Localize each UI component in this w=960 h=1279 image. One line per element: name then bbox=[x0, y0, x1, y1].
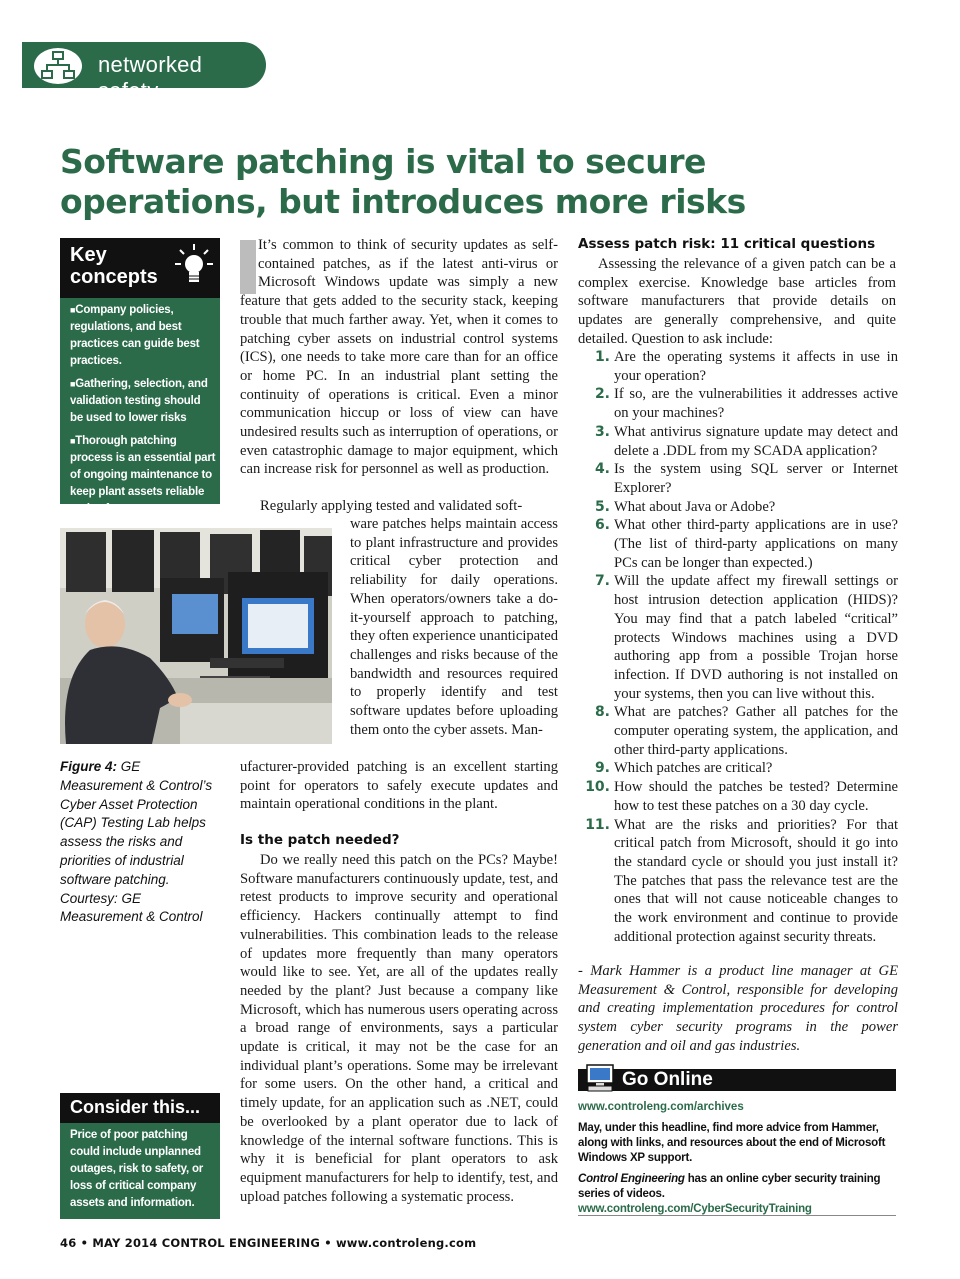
go-online-header bbox=[578, 1069, 896, 1091]
key-concepts-list bbox=[70, 302, 216, 524]
training-link[interactable]: www.controleng.com/CyberSecurityTraining bbox=[578, 1203, 812, 1215]
question-number: 10. bbox=[585, 779, 610, 796]
question-item bbox=[578, 516, 898, 572]
key-concepts-title: Key concepts bbox=[70, 244, 158, 288]
question-text: What other third-party applications are in use? (The list of third-party applications on many PCs can be longer than expected.) bbox=[614, 517, 898, 571]
section-label: networked safety bbox=[98, 52, 203, 103]
question-text: What are the risks and priorities? For that critical patch from Microsoft, should it go into the standard cycle or should you just install it? The patches that pass the relevance test are the ones that will not cause noticeable changes to the work environment and continue to provide additional protection against security threats. bbox=[614, 816, 898, 945]
figure-caption-text: GE Measurement & Control’s Cyber Asset Protection (CAP) Testing Lab helps assess the risks and priorities of industrial software patching. Courtesy: GE Measurement & Control bbox=[60, 759, 213, 925]
question-item bbox=[578, 348, 898, 385]
consider-this-header bbox=[60, 1093, 220, 1123]
article-paragraph-1: It’s common to think of security updates as self-contained patches, as if the latest anti-virus or Microsoft Windows update was simply a new feature that gets added to the security stack, keeping trouble that much farther away. Yet, when it comes to patching cyber assets on industrial control systems (ICS), one needs to take more care than for an office or home PC. In an industrial plant setting the continuity of operations is critical. Even a minor communication hiccup or loss of view can have undesired results such as interruption of operations, or even catastrophic damage to major equipment, which can increase risk for personnel as well as production. bbox=[240, 237, 558, 478]
figure-label: Figure 4: bbox=[60, 759, 118, 774]
question-item bbox=[578, 385, 898, 422]
question-number: 9. bbox=[594, 760, 610, 777]
question-number: 4. bbox=[594, 461, 610, 478]
critical-questions-list bbox=[578, 348, 898, 947]
lightbulb-icon bbox=[172, 242, 216, 292]
article-paragraph-2c: ufacturer-provided patching is an excellent starting point for operators to safely execute updates and maintain operational conditions in the plant. bbox=[240, 759, 558, 813]
figure-caption bbox=[60, 758, 224, 927]
question-text: Are the operating systems it affects in use in your operation? bbox=[614, 349, 898, 384]
question-item bbox=[578, 778, 898, 815]
go-online-title: Go Online bbox=[622, 1069, 713, 1090]
key-concept-item: ■ Thorough patching process is an essential part of ongoing maintenance to keep plant assets reliable and safe. bbox=[70, 433, 216, 518]
key-concept-item: ■ Company policies, regulations, and best practices can guide best practices. bbox=[70, 302, 216, 370]
question-number: 3. bbox=[594, 423, 610, 440]
question-number: 7. bbox=[594, 573, 610, 590]
page-title: Software patching is vital to secure operations, but introduces more risks bbox=[60, 142, 746, 221]
subhead-patch-needed: Is the patch needed? bbox=[240, 832, 400, 848]
go-online-text-1: May, under this headline, find more advice from Hammer, along with links, and resources about the end of Microsoft Windows XP support. bbox=[578, 1122, 886, 1164]
question-text: What are patches? Gather all patches for the computer operating system, the application, and other third-party applications. bbox=[614, 704, 898, 758]
question-item bbox=[578, 423, 898, 460]
figure-photo bbox=[60, 528, 332, 744]
article-paragraph-2a: Regularly applying tested and validated soft- bbox=[260, 498, 523, 514]
question-number: 5. bbox=[594, 498, 610, 515]
footer-url[interactable]: www.controleng.com bbox=[335, 1236, 477, 1250]
page-number: 46 bbox=[60, 1236, 77, 1250]
question-text: If so, are the vulnerabilities it addresses active on your machines? bbox=[614, 386, 898, 422]
network-icon bbox=[34, 48, 82, 84]
question-number: 11. bbox=[585, 816, 610, 833]
question-item bbox=[578, 816, 898, 947]
key-concepts-header bbox=[60, 238, 220, 298]
question-item bbox=[578, 759, 898, 778]
question-number: 1. bbox=[594, 349, 610, 365]
question-text: How should the patches be tested? Determine how to test these patches on a 30 day cycle. bbox=[614, 779, 898, 814]
question-text: Is the system using SQL server or Internet Explorer? bbox=[614, 461, 898, 496]
question-number: 2. bbox=[594, 386, 610, 403]
computer-icon bbox=[584, 1063, 618, 1093]
divider bbox=[578, 1215, 896, 1216]
go-online-text-2: Control Engineering has an online cyber security training series of videos. www.controleng.com/CyberSecurityTraining bbox=[578, 1173, 881, 1215]
subhead-assess-risk: Assess patch risk: 11 critical questions bbox=[578, 236, 876, 252]
question-number: 6. bbox=[594, 517, 610, 534]
author-bio: - Mark Hammer is a product line manager at GE Measurement & Control, responsible for developing and creating implementation procedures for control system cyber security programs in the power generation and oil and gas industries. bbox=[578, 963, 898, 1054]
section-tab bbox=[22, 42, 266, 103]
question-number: 8. bbox=[594, 704, 610, 721]
publication-name: Control Engineering bbox=[578, 1173, 685, 1185]
archives-link[interactable]: www.controleng.com/archives bbox=[578, 1101, 744, 1113]
article-paragraph-3: Do we really need this patch on the PCs? Maybe! Software manufacturers continuously update, test, and retest products to improve security and operational efficiency. Hackers continually attempt to find vulnerabilities. This combination leads to the release of updates more frequently than many operators would like to see. Yet, are all of the updates really needed by the plant? Just because a company like Microsoft, which has numerous users operating across a broad range of environments, says a particular update is critical, it may not be the case for an individual plant’s operations. Some may be irrelevant for some users. On the other hand, a critical and timely update, for an application such as .NET, could be overlooked by a plant operator due to lack of knowledge of the internal software functions. This is why it is beneficial for plant operators to ask equipment manufacturers for help to identify, test, and upload patches following a systematic process. bbox=[240, 852, 558, 1205]
question-text: What antivirus signature update may detect and delete a .DDL from my SCADA application? bbox=[614, 423, 898, 459]
question-item bbox=[578, 572, 898, 703]
consider-this-box bbox=[60, 1093, 220, 1219]
question-text: Which patches are critical? bbox=[614, 760, 773, 777]
key-concepts-box bbox=[60, 238, 220, 515]
question-item bbox=[578, 703, 898, 759]
consider-this-title: Consider this... bbox=[70, 1097, 201, 1117]
article-paragraph-4: Assessing the relevance of a given patch can be a complex exercise. Knowledge base articles from software manufacturers that provide details on updates are generally comprehensive, and quite detailed. Question to ask include: bbox=[578, 256, 896, 347]
question-text: Will the update affect my firewall settings or host intrusion detection application (HIDS)? You may find that a patch labeled “critical” protects Windows machines using a DVD authoring app from a possible Trojan horse infection. If DVD authoring is not installed on your systems, then you can live without this. bbox=[614, 573, 898, 702]
key-concept-item: ■ Gathering, selection, and validation testing should be used to lower risks bbox=[70, 376, 216, 427]
question-text: What about Java or Adobe? bbox=[614, 498, 776, 515]
issue-label: MAY 2014 CONTROL ENGINEERING bbox=[92, 1236, 320, 1250]
page-footer: 46 • MAY 2014 CONTROL ENGINEERING • www.controleng.com bbox=[60, 1236, 477, 1250]
consider-this-body: Price of poor patching could include unplanned outages, risk to safety, or loss of critical company assets and information. bbox=[70, 1129, 204, 1209]
question-item bbox=[578, 498, 898, 517]
article-paragraph-2b: ware patches helps maintain access to plant infrastructure and provides critical cyber protection and reliability for daily operations. When operators/owners take a do-it-yourself approach to patching, they often experience unanticipated challenges and risks because of the bandwidth and resources required to properly identify and test software updates before uploading them onto the cyber assets. Man- bbox=[350, 516, 558, 738]
question-item bbox=[578, 460, 898, 497]
